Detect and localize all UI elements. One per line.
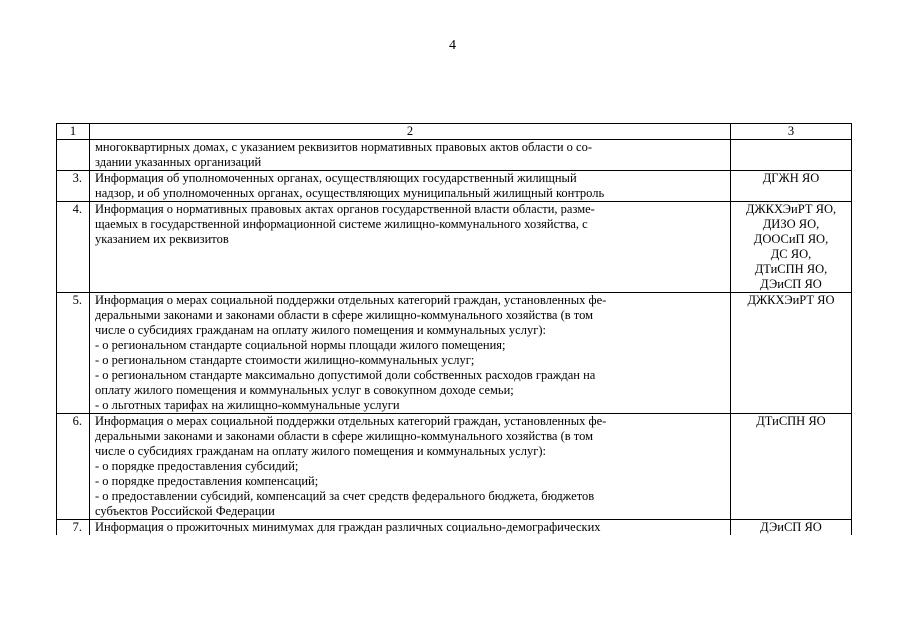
information-line: Информация о мерах социальной поддержки отдельных категорий граждан, установленных фе- <box>95 293 607 307</box>
information-line: числе о субсидиях гражданам на оплату жилого помещения и коммунальных услуг): <box>95 444 546 458</box>
agency-line: ДТиСПН ЯО <box>756 414 826 428</box>
information-line: Информация о нормативных правовых актах органов государственной власти области, разме- <box>95 202 595 216</box>
information-line: - о региональном стандарте социальной нормы площади жилого помещения; <box>95 338 506 352</box>
information-line: - о порядке предоставления субсидий; <box>95 459 299 473</box>
row-agency-cell <box>731 414 852 520</box>
information-line: - о порядке предоставления компенсаций; <box>95 474 319 488</box>
information-table <box>56 123 852 535</box>
information-line: - о региональном стандарте стоимости жилищно-коммунальных услуг; <box>95 353 475 367</box>
row-information-cell <box>90 520 731 536</box>
information-line: Информация о прожиточных минимумах для граждан различных социально-демографических <box>95 520 601 534</box>
information-line: Информация о мерах социальной поддержки отдельных категорий граждан, установленных фе- <box>95 414 607 428</box>
table-row <box>57 414 852 520</box>
information-line: оплату жилого помещения и коммунальных услуг в совокупном доходе семьи; <box>95 383 514 397</box>
row-agency-cell <box>731 171 852 202</box>
information-line: числе о субсидиях гражданам на оплату жилого помещения и коммунальных услуг): <box>95 323 546 337</box>
agency-line: ДЖКХЭиРТ ЯО, <box>745 202 837 216</box>
information-line: субъектов Российской Федерации <box>95 504 275 518</box>
row-information-cell <box>90 202 731 293</box>
row-number-cell: 6. <box>57 414 90 520</box>
header-cell-2: 2 <box>90 124 731 140</box>
agency-line: ДИЗО ЯО, <box>762 217 820 231</box>
information-line: указанием их реквизитов <box>95 232 229 246</box>
row-number-cell: 5. <box>57 293 90 414</box>
row-information-cell <box>90 414 731 520</box>
information-line: Информация об уполномоченных органах, осуществляющих государственный жилищный <box>95 171 577 185</box>
agency-line: ДЭиСП ЯО <box>760 520 822 534</box>
row-information-cell <box>90 293 731 414</box>
information-line: - о предоставлении субсидий, компенсаций за счет средств федерального бюджета, бюджетов <box>95 489 595 503</box>
information-line: - о льготных тарифах на жилищно-коммунальные услуги <box>95 398 400 412</box>
table-row <box>57 140 852 171</box>
row-information-cell <box>90 140 731 171</box>
agency-line: ДГЖН ЯО <box>762 171 820 185</box>
agency-line: ДС ЯО, <box>770 247 812 261</box>
information-line: надзор, и об уполномоченных органах, осуществляющих муниципальный жилищный контроль <box>95 186 605 200</box>
table-body <box>57 124 852 536</box>
row-number-cell: 7. <box>57 520 90 536</box>
row-agency-cell <box>731 520 852 536</box>
information-line: деральными законами и законами области в сфере жилищно-коммунального хозяйства (в том <box>95 429 594 443</box>
table-row <box>57 293 852 414</box>
agency-line: ДООСиП ЯО, <box>753 232 829 246</box>
information-line: деральными законами и законами области в сфере жилищно-коммунального хозяйства (в том <box>95 308 594 322</box>
information-line: многоквартирных домах, с указанием реквизитов нормативных правовых актов области о со- <box>95 140 593 154</box>
row-number-cell <box>57 140 90 171</box>
row-number-cell: 4. <box>57 202 90 293</box>
row-agency-cell <box>731 202 852 293</box>
table-row <box>57 171 852 202</box>
row-agency-cell <box>731 293 852 414</box>
header-cell-1: 1 <box>57 124 90 140</box>
agency-line: ДЭиСП ЯО <box>760 277 822 291</box>
row-agency-cell <box>731 140 852 171</box>
table-row <box>57 520 852 536</box>
agency-line: ДЖКХЭиРТ ЯО <box>747 293 835 307</box>
table-row <box>57 202 852 293</box>
page-number: 4 <box>449 38 456 53</box>
agency-line: ДТиСПН ЯО, <box>754 262 828 276</box>
row-information-cell <box>90 171 731 202</box>
header-cell-3: 3 <box>731 124 852 140</box>
information-line: щаемых в государственной информационной системе жилищно-коммунального хозяйства, с <box>95 217 588 231</box>
information-line: - о региональном стандарте максимально допустимой доли собственных расходов граждан на <box>95 368 596 382</box>
table-header-row <box>57 124 852 140</box>
information-line: здании указанных организаций <box>95 155 262 169</box>
row-number-cell: 3. <box>57 171 90 202</box>
